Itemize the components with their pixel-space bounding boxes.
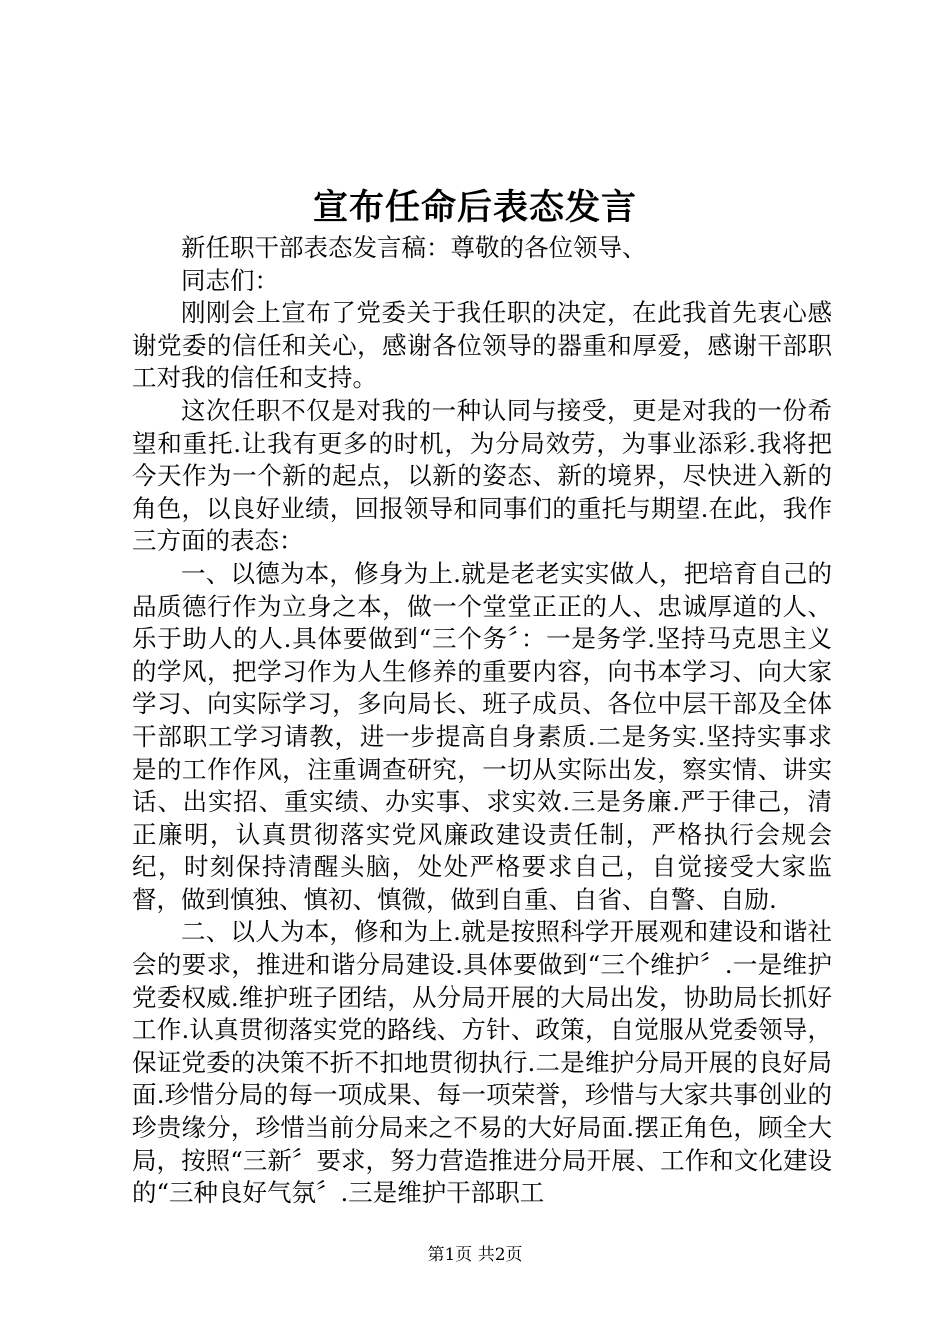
page-number-footer: 第1页 共2页 [427,1245,523,1265]
document-title: 宣布任命后表态发言 [312,187,637,228]
paragraph-commitment: 这次任职不仅是对我的一种认同与接受，更是对我的一份希望和重托.让我有更多的时机，为分局效劳，为事业添彩.我将把今天作为一个新的起点，以新的姿态、新的境界，尽快进入新的角色，以良好业绩，回报领导和同事们的重托与期望.在此，我作三方面的表态： [132,395,832,556]
document-body [132,232,832,1210]
paragraph-point-two: 二、以人为本，修和为上.就是按照科学开展观和建设和谐社会的要求，推进和谐分局建设.具体要做到“三个维护〞.一是维护党委权威.维护班子团结，从分局开展的大局出发，协助局长抓好工作.认真贯彻落实党的路线、方针、政策，自觉服从党委领导，保证党委的决策不折不扣地贯彻执行.二是维护分局开展的良好局面.珍惜分局的每一项成果、每一项荣誉，珍惜与大家共事创业的珍贵缘分，珍惜当前分局来之不易的大好局面.摆正角色，顾全大局，按照“三新〞要求，努力营造推进分局开展、工作和文化建设的“三种良好气氛〞.三是维护干部职工 [132,917,832,1208]
paragraph-thanks: 刚刚会上宣布了党委关于我任职的决定，在此我首先衷心感谢党委的信任和关心，感谢各位领导的器重和厚爱，感谢干部职工对我的信任和支持。 [132,298,832,393]
greeting-line: 新任职干部表态发言稿：尊敬的各位领导、 [181,233,647,262]
salutation-line: 同志们： [181,265,279,295]
paragraph-point-one: 一、以德为本，修身为上.就是老老实实做人，把培育自己的品质德行作为立身之本，做一个堂堂正正的人、忠诚厚道的人、乐于助人的人.具体要做到“三个务〞：一是务学.坚持马克思主义的学风，把学习作为人生修养的重要内容，向书本学习、向大家学习、向实际学习，多向局长、班子成员、各位中层干部及全体干部职工学习请教，进一步提高自身素质.二是务实.坚持实事求是的工作作风，注重调查研究，一切从实际出发，察实情、讲实话、出实招、重实绩、办实事、求实效.三是务廉.严于律己，清正廉明，认真贯彻落实党风廉政建设责任制，严格执行会规会纪，时刻保持清醒头脑，处处严格要求自己，自觉接受大家监督，做到慎独、慎初、慎微，做到自重、自省、自警、自励. [132,558,832,914]
